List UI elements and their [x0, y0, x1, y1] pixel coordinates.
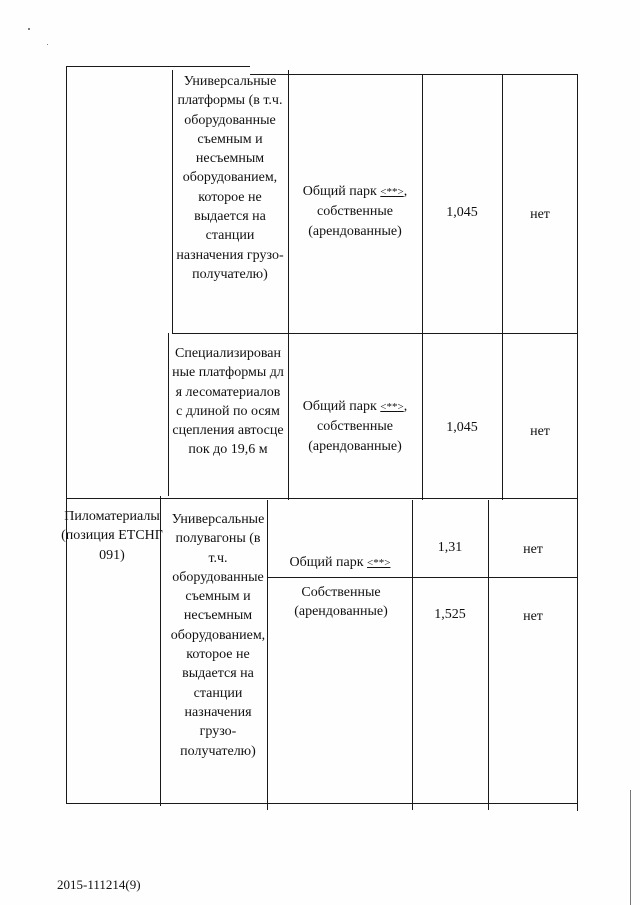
scan-speck: [47, 44, 48, 45]
row-divider: [66, 498, 578, 499]
footnote-marker: <**>: [380, 401, 404, 413]
coefficient-cell: 1,525: [434, 607, 466, 622]
table-left-border: [66, 66, 67, 803]
col1-divider: [168, 333, 169, 496]
wagon-type-cell: Специализированные платформы для лесоматериалов с длиной по осям сцепления автосцепок до 19,6 м: [172, 346, 284, 458]
flag-cell: нет: [523, 542, 543, 557]
wagon-type-cell: Универсальные платформы (в т.ч. оборудованные съемным и несъемным оборудованием, которое не выдается на станции назначения грузо-получателю): [176, 74, 284, 282]
table-right-border: [577, 74, 578, 811]
wagon-type-cell: Универсальные полувагоны (в т.ч. оборудованные съемным и несъемным оборудованием, которое не выдается на станции назначения грузо-получателю): [170, 512, 266, 759]
col4-divider: [502, 74, 503, 500]
park-cell: [292, 182, 418, 241]
park-cell: [270, 553, 410, 573]
document-code: 2015-111214(9): [57, 877, 141, 892]
coefficient-cell: 1,31: [437, 540, 463, 555]
park-label: Общий парк: [289, 555, 364, 570]
park-label: Общий парк: [302, 184, 377, 199]
col3-divider: [422, 74, 423, 500]
col1-divider: [172, 70, 173, 333]
flag-cell: нет: [523, 609, 543, 624]
cargo-cell: Пиломатериалы (позиция ЕТСНГ 091): [61, 509, 163, 563]
table-top-border-right: [250, 74, 578, 75]
park-cell: Собственные (арендованные): [294, 585, 388, 620]
park-label-suffix: , собственные (арендованные): [308, 184, 408, 239]
subrow-divider: [267, 577, 578, 578]
footnote-marker: <**>: [367, 557, 391, 569]
flag-cell: нет: [530, 207, 550, 222]
row-divider: [172, 333, 578, 334]
col2-divider: [288, 70, 289, 500]
col4-divider: [488, 500, 489, 810]
park-label: Общий парк: [302, 399, 377, 414]
park-label-suffix: , собственные (арендованные): [308, 399, 408, 454]
table-bottom-border: [66, 803, 578, 804]
park-cell: [292, 397, 418, 456]
flag-cell: нет: [530, 424, 550, 439]
footnote-marker: <**>: [380, 186, 404, 198]
scan-edge-line: [630, 790, 631, 905]
table-top-border: [66, 66, 250, 67]
coefficient-cell: 1,045: [446, 420, 478, 435]
col3-divider: [412, 500, 413, 810]
coefficient-cell: 1,045: [446, 205, 478, 220]
scan-speck: [28, 28, 30, 30]
